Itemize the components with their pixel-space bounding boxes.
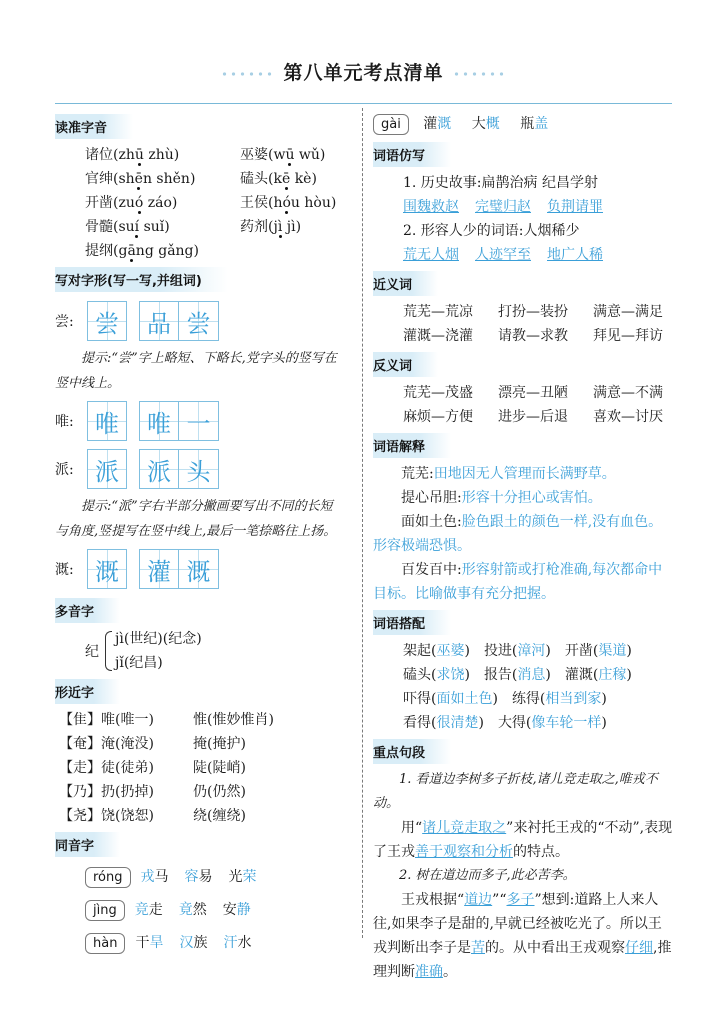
explain-item: [373, 510, 673, 558]
reading-text: záo): [143, 195, 178, 211]
explain-item: [373, 486, 673, 510]
word-char: 荣: [242, 869, 257, 885]
similar-row: [55, 756, 345, 780]
pinyin-box: gài: [373, 114, 409, 135]
similar-item: 【乃】扔(扔掉): [59, 784, 154, 800]
explain-term: 提心吊胆:: [401, 490, 462, 506]
reading-text: 开凿(zu: [85, 195, 135, 211]
collocation-text: 投进(: [483, 643, 518, 659]
decor-dots-right: [452, 71, 507, 77]
similar-item: 【奄】淹(淹没): [59, 736, 154, 752]
word-char: 水: [237, 935, 252, 951]
decor-dots-left: [220, 71, 275, 77]
word-char: 族: [193, 935, 208, 951]
writing-row: [55, 398, 345, 444]
grid-cell: 尝: [87, 301, 127, 341]
word-char: 戎: [140, 869, 155, 885]
collocation-item: [565, 639, 632, 663]
word-char: 旱: [149, 935, 164, 951]
word-item: [141, 861, 169, 894]
explain-def: 田地因无人管理而长满野草。: [433, 466, 616, 482]
reading-row: [55, 215, 345, 239]
imitate-prompt: 2. 形容人少的词语:人烟稀少: [403, 223, 580, 239]
word-char: 竞: [134, 902, 149, 918]
word-item: 瓶盖: [520, 116, 549, 132]
grid-cell: 一: [179, 401, 219, 441]
word-item: [179, 894, 207, 927]
reading-text: 巫婆(w: [240, 147, 286, 163]
writing-row: [55, 298, 345, 344]
grid-label: 唯:: [55, 414, 74, 430]
reading-text: ū: [285, 147, 295, 163]
reading-text: ā: [127, 243, 136, 259]
antonym-pair: 进步—后退: [498, 409, 568, 425]
writing-tip: 提示:“尝”字上略短、下略长,党字头的竖写在竖中线上。: [55, 351, 337, 391]
word-char: 马: [154, 869, 169, 885]
writing-row: [55, 546, 345, 592]
word-char: 竟: [178, 902, 193, 918]
synonym-list: [373, 300, 673, 348]
grid-cell: 溉: [179, 549, 219, 589]
reading-item: [240, 143, 395, 167]
antonym-row: [373, 381, 673, 405]
word-item: [229, 861, 257, 894]
similar-item: 陡(陡峭): [193, 760, 246, 776]
brace-icon: [105, 631, 112, 671]
section-heading-explain: 词语解释: [373, 433, 451, 458]
similar-item: 【隹】唯(唯一): [59, 712, 154, 728]
word-item: [223, 927, 251, 960]
top-rule: [55, 103, 672, 104]
antonym-pair: 荒芜—茂盛: [403, 385, 473, 401]
similar-item: 绕(缠绕): [193, 808, 246, 824]
reading-text: 提纲(g: [85, 243, 128, 259]
word-char: 然: [192, 902, 207, 918]
synonym-pair: 打扮—装扮: [498, 304, 568, 320]
grid-cell: 头: [179, 449, 219, 489]
collocation-text: ): [545, 643, 551, 659]
collocation-item: [484, 639, 551, 663]
section-heading-collocation: 词语搭配: [373, 610, 451, 635]
collocation-row: [373, 639, 673, 663]
word-char: 干: [135, 935, 150, 951]
collocation-text: ): [626, 667, 632, 683]
collocation-text: 架起(: [403, 643, 437, 659]
word-item: [135, 894, 163, 927]
grid-cell: 灌: [139, 549, 179, 589]
explain-def: 形容十分担心或害怕。: [461, 490, 602, 506]
collocation-text: ): [626, 643, 632, 659]
reading-item: [85, 191, 240, 215]
synonym-pair: 满意—满足: [593, 304, 663, 320]
page-title-text: 第八单元考点清单: [283, 62, 444, 84]
antonym-pair: 喜欢—讨厌: [593, 409, 663, 425]
reading-text: ó: [134, 195, 144, 211]
grid-cell: 派: [87, 449, 127, 489]
writing-row: [55, 446, 345, 492]
word-char: 安: [222, 902, 237, 918]
key-analysis: 用“诸儿竞走取之”来衬托王戎的“不动”,表现了王戎善于观察和分析的特点。: [373, 820, 673, 860]
explain-term: 百发百中:: [401, 562, 462, 578]
collocation-answer: 巫婆: [436, 643, 465, 659]
collocation-answer: 渠道: [598, 643, 627, 659]
similar-item: 掩(掩护): [193, 736, 246, 752]
reading-text: ē: [281, 171, 291, 187]
section-heading-similar: 形近字: [55, 679, 120, 704]
antonym-pair: 漂亮—丑陋: [498, 385, 568, 401]
collocation-text: ): [478, 715, 484, 731]
collocation-item: [403, 711, 484, 735]
collocation-answer: 消息: [517, 667, 546, 683]
section-heading-writing: 写对字形(写一写,并组词): [55, 267, 228, 292]
grid-label: 溉:: [55, 562, 74, 578]
collocation-answer: 相当到家: [545, 691, 602, 707]
reading-text: jì): [282, 219, 302, 235]
grid-cell: 尝: [179, 301, 219, 341]
homophone-row: [55, 927, 345, 960]
word-char: 容: [184, 869, 199, 885]
collocation-text: 灌溉(: [564, 667, 599, 683]
reading-text: í: [134, 219, 140, 235]
reading-text: zhù): [143, 147, 180, 163]
right-column: [373, 110, 673, 984]
explain-item: [373, 462, 673, 486]
antonym-row: [373, 405, 673, 429]
reading-item: [85, 215, 240, 239]
key-sentence: 2. 树在道边而多子,此必苦李。: [399, 868, 576, 883]
section-heading-antonym: 反义词: [373, 352, 438, 377]
similar-item: 【尧】饶(饶恕): [59, 808, 154, 824]
synonym-row: [373, 324, 673, 348]
grid-label: 尝:: [55, 314, 74, 330]
reading-text: wǔ): [294, 147, 326, 163]
collocation-answer: 面如土色: [436, 691, 493, 707]
word-item: [185, 861, 213, 894]
reading-item: [85, 167, 240, 191]
section-heading-homophone: 同音字: [55, 832, 120, 857]
reading-list: [55, 143, 345, 263]
collocation-text: ): [464, 667, 470, 683]
synonym-pair: 拜见—拜访: [593, 328, 663, 344]
explain-term: 面如土色:: [401, 514, 462, 530]
collocation-text: ): [601, 715, 607, 731]
collocation-item: [498, 711, 607, 735]
reading-text: suǐ): [139, 219, 170, 235]
collocation-text: ): [492, 691, 498, 707]
collocation-row: [373, 687, 673, 711]
key-sentence: 1. 看道边李树多子折枝,诸儿竞走取之,唯戎不动。: [373, 772, 658, 811]
collocation-text: ): [601, 691, 607, 707]
reading-text: 磕头(k: [240, 171, 282, 187]
word-char: 走: [148, 902, 163, 918]
collocation-text: 大得(: [497, 715, 532, 731]
grid-cell: 品: [139, 301, 179, 341]
gai-row: [373, 110, 673, 138]
similar-row: [55, 708, 345, 732]
explain-list: [373, 462, 673, 606]
word-item: [179, 927, 207, 960]
reading-text: 药剂(j: [240, 219, 278, 235]
explain-def: 形容射箭或打枪准确,每次都命中目标。比喻做事有充分把握。: [373, 562, 663, 602]
writing-tip: 提示:“派”字右半部分撇画要写出不同的长短与角度,竖提写在竖中线上,最后一笔捺略往上扬。: [55, 499, 337, 539]
reading-row: [55, 143, 345, 167]
reading-item: [240, 191, 395, 215]
reading-item: [85, 239, 240, 263]
word-char: 汉: [179, 935, 194, 951]
reading-text: ng gǎng): [135, 243, 199, 259]
section-heading-imitate: 词语仿写: [373, 142, 451, 167]
collocation-text: 开凿(: [564, 643, 599, 659]
explain-item: [373, 558, 673, 606]
polyphone-reading: jǐ(纪昌): [115, 655, 163, 671]
collocation-text: ): [464, 643, 470, 659]
key-analysis: 王戎根据“道边”“多子”想到:道路上人来人往,如果李子是甜的,早就已经被吃光了。所以王戎判断出李子是苦的。从中看出王戎观察仔细,推理判断准确。: [373, 892, 672, 980]
synonym-pair: 灌溉—浇灌: [403, 328, 473, 344]
word-item: [135, 927, 163, 960]
synonym-pair: 荒芜—荒凉: [403, 304, 473, 320]
imitate-answers: 围魏救赵 完璧归赵 负荆请罪: [403, 199, 603, 215]
collocation-item: [565, 663, 632, 687]
polyphone-char: 纪: [85, 644, 99, 660]
reading-text: 骨髓(su: [85, 219, 135, 235]
grid-label: 派:: [55, 462, 74, 478]
homophone-row: [55, 861, 345, 894]
word-item: [223, 894, 251, 927]
collocation-row: [373, 663, 673, 687]
reading-text: ū: [134, 147, 144, 163]
grid-cell: 溉: [87, 549, 127, 589]
word-item: 灌溉: [423, 116, 452, 132]
antonym-pair: 麻烦—方便: [403, 409, 473, 425]
similar-item: 惟(惟妙惟肖): [193, 712, 274, 728]
similar-row: [55, 780, 345, 804]
explain-def: 脸色跟土的颜色一样,没有血色。形容极端恐惧。: [373, 514, 663, 554]
reading-text: 官绅(sh: [85, 171, 135, 187]
pinyin-box: jìng: [85, 900, 125, 921]
collocation-list: [373, 639, 673, 735]
reading-item: [85, 143, 240, 167]
word-item: 大概: [471, 116, 500, 132]
reading-item: [240, 167, 395, 191]
reading-text: ē: [134, 171, 143, 187]
polyphone-reading: jì(世纪)(纪念): [115, 631, 202, 647]
collocation-answer: 像车轮一样: [531, 715, 602, 731]
reading-text: ó: [282, 195, 291, 211]
collocation-answer: 庄稼: [598, 667, 627, 683]
reading-row: [55, 191, 345, 215]
collocation-answer: 漳河: [517, 643, 546, 659]
reading-text: 诸位(zh: [85, 147, 135, 163]
similar-item: 仍(仍然): [193, 784, 246, 800]
reading-row: [55, 239, 345, 263]
collocation-item: [512, 687, 607, 711]
collocation-text: 磕头(: [403, 667, 437, 683]
section-heading-synonym: 近义词: [373, 271, 438, 296]
collocation-text: ): [545, 667, 551, 683]
grid-cell: 唯: [87, 401, 127, 441]
similar-row: [55, 804, 345, 828]
similar-row: [55, 732, 345, 756]
antonym-list: [373, 381, 673, 429]
collocation-text: 练得(: [511, 691, 546, 707]
collocation-answer: 很清楚: [436, 715, 479, 731]
collocation-text: 吓得(: [403, 691, 437, 707]
page-title: [0, 58, 727, 85]
section-heading-key: 重点句段: [373, 739, 451, 764]
word-char: 光: [228, 869, 243, 885]
word-char: 易: [198, 869, 213, 885]
imitate-prompt: 1. 历史故事:扁鹊治病 纪昌学射: [403, 175, 598, 191]
imitate-answers: 荒无人烟 人迹罕至 地广人稀: [403, 247, 603, 263]
reading-item: [240, 215, 395, 239]
collocation-item: [403, 663, 470, 687]
explain-term: 荒芜:: [401, 466, 434, 482]
synonym-row: [373, 300, 673, 324]
reading-text: 王侯(h: [240, 195, 283, 211]
homophone-row: [55, 894, 345, 927]
collocation-answer: 求饶: [436, 667, 465, 683]
reading-row: [55, 167, 345, 191]
grid-cell: 唯: [139, 401, 179, 441]
section-heading-polyphone: 多音字: [55, 598, 120, 623]
collocation-item: [484, 663, 551, 687]
word-char: 汗: [223, 935, 238, 951]
similar-item: 【走】徒(徒弟): [59, 760, 154, 776]
collocation-text: 报告(: [483, 667, 518, 683]
left-column: [55, 110, 345, 960]
pinyin-box: róng: [85, 867, 131, 888]
word-char: 静: [236, 902, 251, 918]
collocation-row: [373, 711, 673, 735]
collocation-item: [403, 687, 498, 711]
homophone-list: [55, 861, 345, 960]
similar-list: [55, 708, 345, 828]
collocation-item: [403, 639, 470, 663]
pinyin-box: hàn: [85, 933, 125, 954]
reading-text: ì: [277, 219, 283, 235]
reading-text: u hòu): [290, 195, 337, 211]
collocation-text: 看得(: [403, 715, 437, 731]
reading-text: kè): [290, 171, 317, 187]
reading-text: n shěn): [142, 171, 196, 187]
synonym-pair: 请教—求教: [498, 328, 568, 344]
polyphone-entry: [55, 627, 345, 675]
section-heading-reading: 读准字音: [55, 114, 133, 139]
grid-cell: 派: [139, 449, 179, 489]
antonym-pair: 满意—不满: [593, 385, 663, 401]
